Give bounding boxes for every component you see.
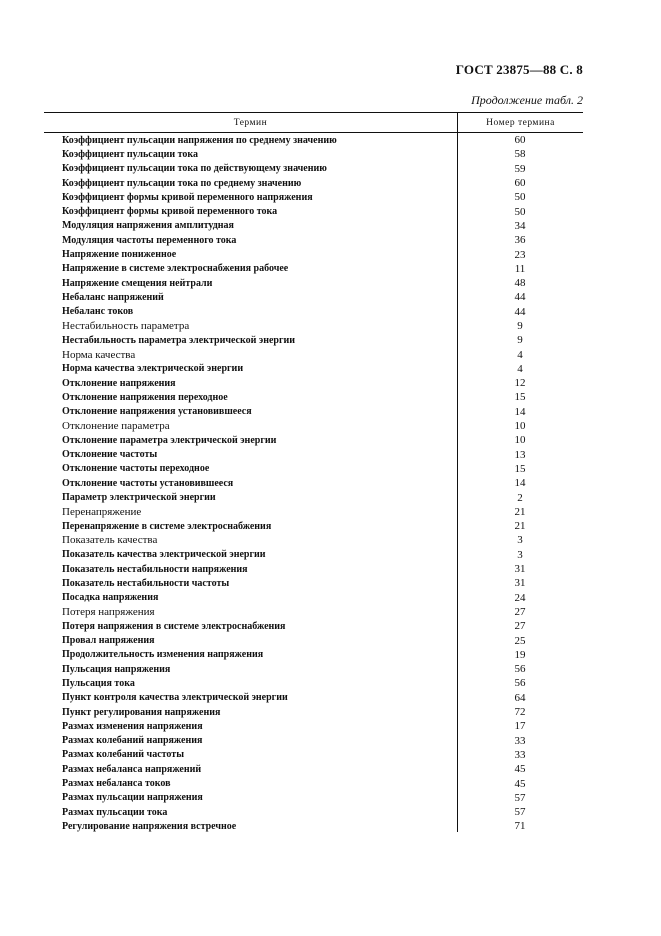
table-row <box>44 162 583 176</box>
table-row <box>44 519 583 533</box>
table-row <box>44 819 583 833</box>
term-number-cell: 45 <box>514 763 526 776</box>
term-number-cell: 48 <box>514 277 526 290</box>
term-number-cell: 50 <box>514 191 526 204</box>
table-row <box>44 548 583 562</box>
table-row <box>44 262 583 276</box>
term-number-cell: 9 <box>517 320 523 332</box>
term-number-cell: 27 <box>514 605 526 618</box>
term-number-cell: 15 <box>514 462 526 475</box>
table-row <box>44 176 583 190</box>
table-row <box>44 533 583 547</box>
term-cell: Пункт контроля качества электрической энергии <box>62 692 288 704</box>
table-row <box>44 376 583 390</box>
table-row <box>44 247 583 261</box>
term-cell: Отклонение частоты <box>62 449 158 461</box>
term-cell: Потеря напряжения <box>62 605 155 618</box>
table-row <box>44 319 583 333</box>
table-row <box>44 619 583 633</box>
table-row <box>44 605 583 619</box>
term-cell: Отклонение параметра <box>62 420 170 433</box>
table-row <box>44 204 583 218</box>
term-cell: Провал напряжения <box>62 635 155 647</box>
term-number-cell: 33 <box>514 734 526 747</box>
table-body <box>44 133 583 834</box>
term-cell: Коэффициент формы кривой переменного напряжения <box>62 191 313 203</box>
term-cell: Модуляция напряжения амплитудная <box>62 220 234 232</box>
table-row <box>44 190 583 204</box>
term-cell: Коэффициент пульсации тока <box>62 148 199 160</box>
term-cell: Показатель качества <box>62 534 158 547</box>
table-row <box>44 347 583 361</box>
term-cell: Размах колебаний частоты <box>62 749 185 761</box>
table-row <box>44 419 583 433</box>
term-cell: Регулирование напряжения встречное <box>62 820 237 832</box>
term-cell: Модуляция частоты переменного тока <box>62 234 237 246</box>
term-number-cell: 13 <box>514 448 526 461</box>
table-row <box>44 219 583 233</box>
table-row <box>44 476 583 490</box>
table-row <box>44 490 583 504</box>
term-number-cell: 19 <box>514 648 526 661</box>
term-cell: Показатель нестабильности напряжения <box>62 563 248 575</box>
term-number-cell: 4 <box>517 362 523 375</box>
table-row <box>44 791 583 805</box>
term-number-cell: 27 <box>514 620 526 633</box>
term-number-cell: 64 <box>514 691 526 704</box>
term-cell: Показатель качества электрической энергии <box>62 549 266 561</box>
table-row <box>44 576 583 590</box>
table-row <box>44 762 583 776</box>
table-row <box>44 705 583 719</box>
table-row <box>44 333 583 347</box>
table-row <box>44 648 583 662</box>
column-header-number: Номер термина <box>486 117 555 128</box>
term-number-cell: 57 <box>514 806 526 819</box>
term-number-cell: 23 <box>514 248 526 261</box>
table-row <box>44 748 583 762</box>
term-cell: Коэффициент пульсации напряжения по среднему значению <box>62 134 337 146</box>
term-cell: Размах пульсации напряжения <box>62 792 203 804</box>
term-number-cell: 56 <box>514 663 526 676</box>
term-cell: Размах изменения напряжения <box>62 720 203 732</box>
term-number-cell: 11 <box>514 262 526 275</box>
document-header: ГОСТ 23875—88 С. 8 <box>455 62 583 77</box>
column-header-term: Термин <box>44 113 458 132</box>
term-number-cell: 33 <box>514 748 526 761</box>
term-cell: Продолжительность изменения напряжения <box>62 649 264 661</box>
table-row <box>44 633 583 647</box>
term-number-cell: 24 <box>514 591 526 604</box>
term-number-cell: 31 <box>514 577 526 590</box>
table-row <box>44 405 583 419</box>
table-row <box>44 462 583 476</box>
table-row <box>44 233 583 247</box>
table-continuation-note: Продолжение табл. 2 <box>471 93 583 107</box>
term-cell: Потеря напряжения в системе электроснабжения <box>62 620 286 632</box>
table-row <box>44 733 583 747</box>
term-number-cell: 25 <box>514 634 526 647</box>
table-row <box>44 390 583 404</box>
term-cell: Отклонение напряжения <box>62 377 176 389</box>
term-cell: Небаланс токов <box>62 306 134 318</box>
term-number-cell: 56 <box>514 677 526 690</box>
term-cell: Показатель нестабильности частоты <box>62 577 230 589</box>
term-number-cell: 3 <box>517 534 523 547</box>
term-number-cell: 72 <box>514 706 526 719</box>
term-number-cell: 2 <box>517 491 523 504</box>
term-number-cell: 12 <box>514 377 526 390</box>
term-number-cell: 57 <box>514 791 526 804</box>
table-row <box>44 562 583 576</box>
table-row <box>44 362 583 376</box>
table-row <box>44 805 583 819</box>
term-cell: Норма качества <box>62 348 136 361</box>
column-divider <box>457 133 458 832</box>
term-number-cell: 34 <box>514 219 526 232</box>
term-number-cell: 17 <box>514 720 526 733</box>
term-number-cell: 4 <box>517 348 523 361</box>
term-cell: Размах пульсации тока <box>62 806 168 818</box>
table-row <box>44 290 583 304</box>
term-cell: Посадка напряжения <box>62 592 159 604</box>
table-row <box>44 776 583 790</box>
table-row <box>44 448 583 462</box>
term-cell: Напряжение смещения нейтрали <box>62 277 213 289</box>
term-number-cell: 15 <box>514 391 526 404</box>
term-number-cell: 44 <box>514 305 526 318</box>
term-cell: Напряжение в системе электроснабжения рабочее <box>62 263 289 275</box>
table-row <box>44 662 583 676</box>
term-cell: Пункт регулирования напряжения <box>62 706 221 718</box>
term-number-cell: 44 <box>514 291 526 304</box>
table-header <box>44 112 583 133</box>
term-number-cell: 21 <box>514 505 526 518</box>
term-cell: Размах небаланса напряжений <box>62 763 202 775</box>
term-cell: Перенапряжение в системе электроснабжения <box>62 520 272 532</box>
term-cell: Размах небаланса токов <box>62 778 171 789</box>
term-cell: Отклонение частоты переходное <box>62 463 210 475</box>
term-cell: Коэффициент формы кривой переменного тока <box>62 206 278 218</box>
table-row <box>44 505 583 519</box>
term-cell: Нестабильность параметра электрической энергии <box>62 334 296 346</box>
term-cell: Нестабильность параметра <box>62 320 190 332</box>
term-number-cell: 71 <box>514 820 526 833</box>
table-row <box>44 591 583 605</box>
term-number-cell: 21 <box>514 520 526 533</box>
term-cell: Пульсация тока <box>62 677 135 689</box>
term-number-cell: 45 <box>514 777 526 790</box>
term-cell: Отклонение напряжения установившееся <box>62 406 252 418</box>
term-cell: Пульсация напряжения <box>62 663 171 675</box>
term-number-cell: 14 <box>514 477 526 490</box>
term-number-cell: 3 <box>517 548 523 561</box>
table-row <box>44 691 583 705</box>
table-row <box>44 133 583 147</box>
table-row <box>44 147 583 161</box>
term-cell: Параметр электрической энергии <box>62 492 216 504</box>
term-cell: Напряжение пониженное <box>62 249 177 261</box>
terms-table <box>44 112 583 834</box>
term-number-cell: 60 <box>514 177 526 190</box>
table-row <box>44 276 583 290</box>
table-row <box>44 433 583 447</box>
term-number-cell: 10 <box>514 434 526 447</box>
term-cell: Коэффициент пульсации тока по действующему значению <box>62 163 327 175</box>
table-row <box>44 719 583 733</box>
term-cell: Коэффициент пульсации тока по среднему значению <box>62 177 302 189</box>
term-cell: Отклонение напряжения переходное <box>62 391 228 403</box>
table-row <box>44 676 583 690</box>
term-number-cell: 36 <box>514 234 526 247</box>
term-cell: Небаланс напряжений <box>62 291 164 303</box>
term-number-cell: 60 <box>514 134 526 147</box>
table-row <box>44 305 583 319</box>
term-number-cell: 31 <box>514 563 526 576</box>
term-number-cell: 58 <box>514 148 526 161</box>
term-number-cell: 10 <box>514 420 526 433</box>
term-number-cell: 50 <box>514 205 526 218</box>
term-cell: Перенапряжение <box>62 505 142 518</box>
term-cell: Норма качества электрической энергии <box>62 363 244 375</box>
term-number-cell: 9 <box>517 334 523 347</box>
term-cell: Отклонение параметра электрической энергии <box>62 434 277 446</box>
term-cell: Отклонение частоты установившееся <box>62 477 234 489</box>
term-number-cell: 59 <box>514 162 526 175</box>
term-cell: Размах колебаний напряжения <box>62 735 203 747</box>
term-number-cell: 14 <box>514 405 526 418</box>
